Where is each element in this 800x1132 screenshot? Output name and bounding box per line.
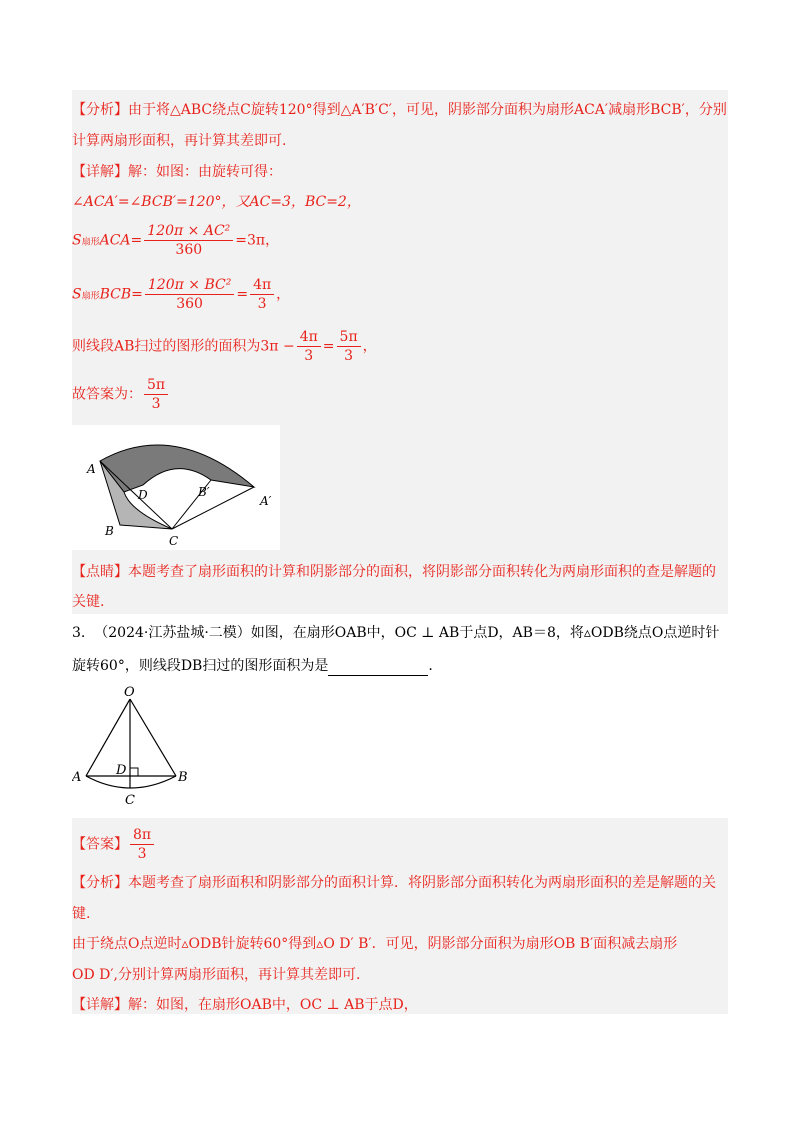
answer-den-2: 3	[137, 846, 147, 862]
detail2-line-1	[72, 995, 418, 1015]
answer-text: 故答案为：	[72, 386, 142, 403]
area-n1: 4π	[297, 328, 321, 347]
s2-eq: =	[236, 286, 249, 303]
detail-tag: 【详解】	[72, 164, 128, 180]
s2-num: 120π × BC²	[145, 276, 234, 295]
analysis2-line-4: OD D′,分别计算两扇形面积，再计算其差即可.	[72, 967, 361, 983]
question-text-1: 如图，在扇形OAB中，OC ⊥ AB于点D，AB＝8，将▵ODB绕点O点逆时针	[250, 625, 720, 641]
label-a: A	[87, 462, 96, 476]
figure-sector-oab	[72, 684, 202, 810]
s2-rnum: 4π	[250, 276, 274, 295]
dianjing-tag: 【点睛】	[72, 564, 128, 580]
s1-sub: 扇形	[81, 237, 100, 248]
label-a2: A	[72, 770, 82, 785]
area-d1: 3	[304, 348, 314, 364]
s2-den: 360	[176, 296, 203, 312]
dianjing-line-2: 关键.	[72, 594, 105, 610]
area-fraction-2	[337, 328, 361, 365]
question-3-line-2	[72, 656, 433, 676]
question-text-2: 旋转60°，则线段DB扫过的图形面积为是	[72, 658, 329, 674]
label-b: B	[105, 524, 114, 538]
s2-result-fraction	[250, 276, 274, 313]
s2-prefix: S	[72, 286, 82, 303]
answer-den-1: 3	[151, 396, 161, 412]
answer-tag: 【答案】	[72, 836, 128, 853]
angle-line: ∠ACA′=∠BCB′=120°，又AC=3，BC=2，	[72, 194, 361, 210]
area-fraction-1	[297, 328, 321, 365]
analysis2-line-1	[72, 873, 716, 893]
s2-name: BCB=	[99, 286, 143, 303]
analysis-line-2	[72, 131, 286, 151]
area-n2: 5π	[337, 328, 361, 347]
s1-den: 360	[175, 242, 203, 258]
s1-result: =3π，	[235, 232, 280, 249]
analysis2-line-2: 键.	[72, 906, 91, 922]
question-text-2-end: .	[428, 658, 433, 674]
question-number: 3.	[72, 625, 86, 641]
s1-prefix: S	[72, 232, 82, 249]
s2-tail: ，	[276, 286, 291, 303]
analysis-text-2: 计算两扇形面积，再计算其差即可.	[72, 133, 287, 149]
s1-num: 120π × AC²	[144, 222, 233, 241]
right-angle-mark	[130, 768, 138, 776]
area-text: 则线段AB扫过的图形的面积为3π −	[72, 338, 295, 355]
s2-rden: 3	[257, 296, 267, 312]
area-tail: ，	[362, 338, 377, 355]
label-o: O	[124, 685, 135, 700]
analysis-text-1: 由于将△ABC绕点C旋转120°得到△A′B′C′，可见，阴影部分面积为扇形ACA′减扇形BCB′，分别	[128, 102, 727, 118]
answer-fraction-2	[130, 826, 154, 863]
label-d: D	[138, 488, 148, 502]
label-c2: C	[125, 793, 135, 808]
sector-aca-formula	[72, 222, 279, 259]
sector-bcb-formula	[72, 276, 290, 313]
answer-line-2	[72, 826, 156, 863]
analysis-line-1	[72, 100, 727, 120]
analysis2-text-1: 本题考查了扇形面积和阴影部分的面积计算．将阴影部分面积转化为两扇形面积的差是解题的关	[128, 875, 716, 891]
question-source: （2024·江苏盐城·二模）	[94, 625, 251, 641]
label-d2: D	[116, 763, 127, 778]
answer-num-1: 5π	[144, 376, 168, 395]
dianjing-text-1: 本题考查了扇形面积的计算和阴影部分的面积，将阴影部分面积转化为两扇形面积的查是解题的	[128, 564, 716, 580]
answer-line-1	[72, 376, 170, 413]
s1-name: ACA=	[99, 232, 143, 249]
label-b2: B	[178, 770, 188, 785]
s2-fraction	[145, 276, 234, 313]
s1-fraction	[144, 222, 233, 259]
detail-text-1: 解：如图：由旋转可得：	[128, 164, 282, 180]
analysis-tag: 【分析】	[72, 102, 128, 118]
arc-ab	[86, 776, 176, 788]
area-eq: =	[322, 338, 335, 355]
s2-sub: 扇形	[81, 291, 100, 302]
analysis2-line-3: 由于绕点O点逆时▵ODB针旋转60°得到▵O D′ B′．可见，阴影部分面积为扇形OB B′面积减去扇形	[72, 936, 678, 952]
answer-blank[interactable]	[328, 661, 428, 676]
dianjing-line-1	[72, 562, 716, 582]
label-a-prime: A′	[260, 494, 272, 508]
question-3-line-1	[72, 623, 719, 643]
analysis2-tag: 【分析】	[72, 875, 128, 891]
detail2-tag: 【详解】	[72, 997, 128, 1013]
answer-fraction-1	[144, 376, 168, 413]
area-line	[72, 328, 377, 365]
figure-rotation-sectors	[72, 425, 280, 550]
answer-num-2: 8π	[130, 826, 154, 845]
area-d2: 3	[344, 348, 354, 364]
label-c: C	[169, 534, 179, 548]
figure-1-background	[72, 425, 280, 550]
detail2-text-1: 解：如图，在扇形OAB中，OC ⊥ AB于点D，	[128, 997, 418, 1013]
radius-ob	[130, 699, 176, 776]
label-b-prime: B′	[198, 485, 210, 499]
detail-line-1	[72, 162, 282, 182]
